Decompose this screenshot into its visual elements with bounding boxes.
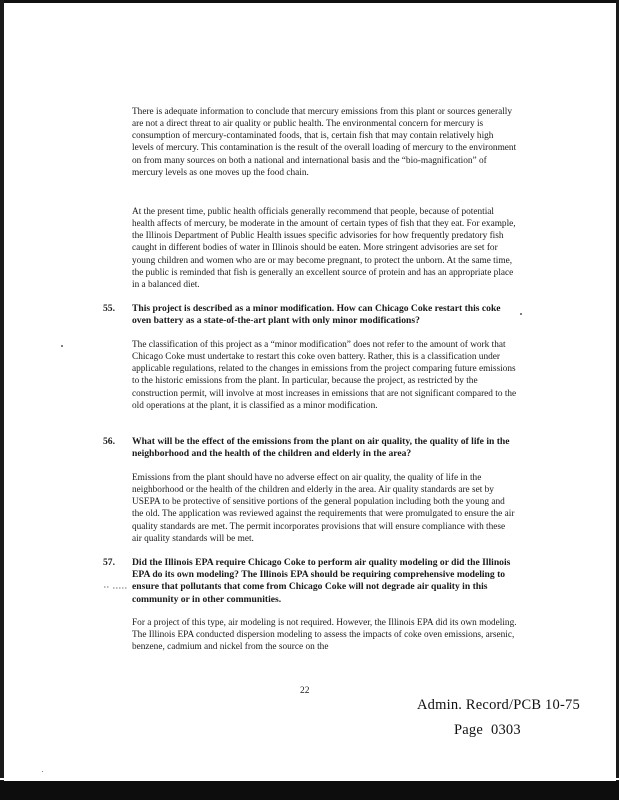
question-56-text: What will be the effect of the emissions from the plant on air quality, the quality of life in the neighborhood and the health of the children and elderly in the area? [132,436,510,460]
stamp-page-line [454,722,521,739]
scan-border-top [0,0,619,3]
answer-57-text: For a project of this type, air modeling is not required. However, the Illinois EPA did its own modeling. The Illinois EPA conducted dispersion modeling to assess the impacts of coke oven emissions, arsenic, benzene, cadmium and nickel from the source on the [132,618,517,653]
question-55-number: 55. [103,303,115,314]
scan-speck [42,771,43,772]
question-57-number: 57. [103,557,115,568]
question-56-number: 56. [103,436,115,447]
scan-border-left [0,0,4,800]
scan-speck [520,313,522,315]
question-57-text: Did the Illinois EPA require Chicago Coke to perform air quality modeling or did the Illinois EPA do its own modeling? The Illinois EPA should be requiring comprehensive modeling to ensure that pollutants that come from Chicago Coke will not degrade air quality in this community or in other communities. [132,557,511,605]
margin-dash-mark [104,583,128,591]
page-number: 22 [300,686,310,696]
scan-gap [0,778,619,780]
stamp-page-label: Page [454,722,483,738]
answer-55-text: The classification of this project as a “minor modification” does not refer to the amount of work that Chicago Coke must undertake to restart this coke oven battery. Rather, this is a classification under applicable regulations, related to the changes in emissions from the project comparing future emissions to the historic emissions from the plant. In particular, because the project, as restricted by the construction permit, will involve at most increases in emissions that are not significant compared to the old operations at the plant, it is classified as a minor modification. [132,340,517,411]
scan-border-bottom [0,781,619,800]
paragraph-mercury-threat: There is adequate information to conclude that mercury emissions from this plant or sources generally are not a direct threat to air quality or public health. The environmental concern for mercury is consumption of mercury-contaminated foods, that is, certain fish that may contain relatively high levels of mercury. This contamination is the result of the overall loading of mercury to the environment on from many sources on both a national and international basis and the “bio-magnification” of mercury levels as one moves up the food chain. [132,107,517,178]
paragraph-public-health-advice: At the present time, public health officials generally recommend that people, because of potential health affects of mercury, be moderate in the amount of certain types of fish that they eat. For example, the Illinois Department of Public Health issues specific advisories for how frequently predatory fish caught in different bodies of water in Illinois should be eaten. More stringent advisories are set for young children and women who are or may become pregnant, to protect the unborn. At the same time, the public is reminded that fish is generally an excellent source of protein and has an appropriate place in a balanced diet. [132,207,516,290]
stamp-page-value: 0303 [491,722,521,738]
question-55-text: This project is described as a minor modification. How can Chicago Coke restart this coke oven battery as a state-of-the-art plant with only minor modifications? [132,303,501,327]
scan-speck [61,345,63,347]
admin-record-stamp: Admin. Record/PCB 10-75 [417,697,580,713]
answer-56-text: Emissions from the plant should have no adverse effect on air quality, the quality of life in the neighborhood or the health of the children and elderly in the area. Air quality standards are set by USEPA to be protective of sensitive portions of the general population including both the young and the old. The application was reviewed against the requirements that were promulgated to ensure the air quality standards are met. The permit incorporates provisions that will ensure compliance with these air quality standards will be met. [132,473,515,544]
